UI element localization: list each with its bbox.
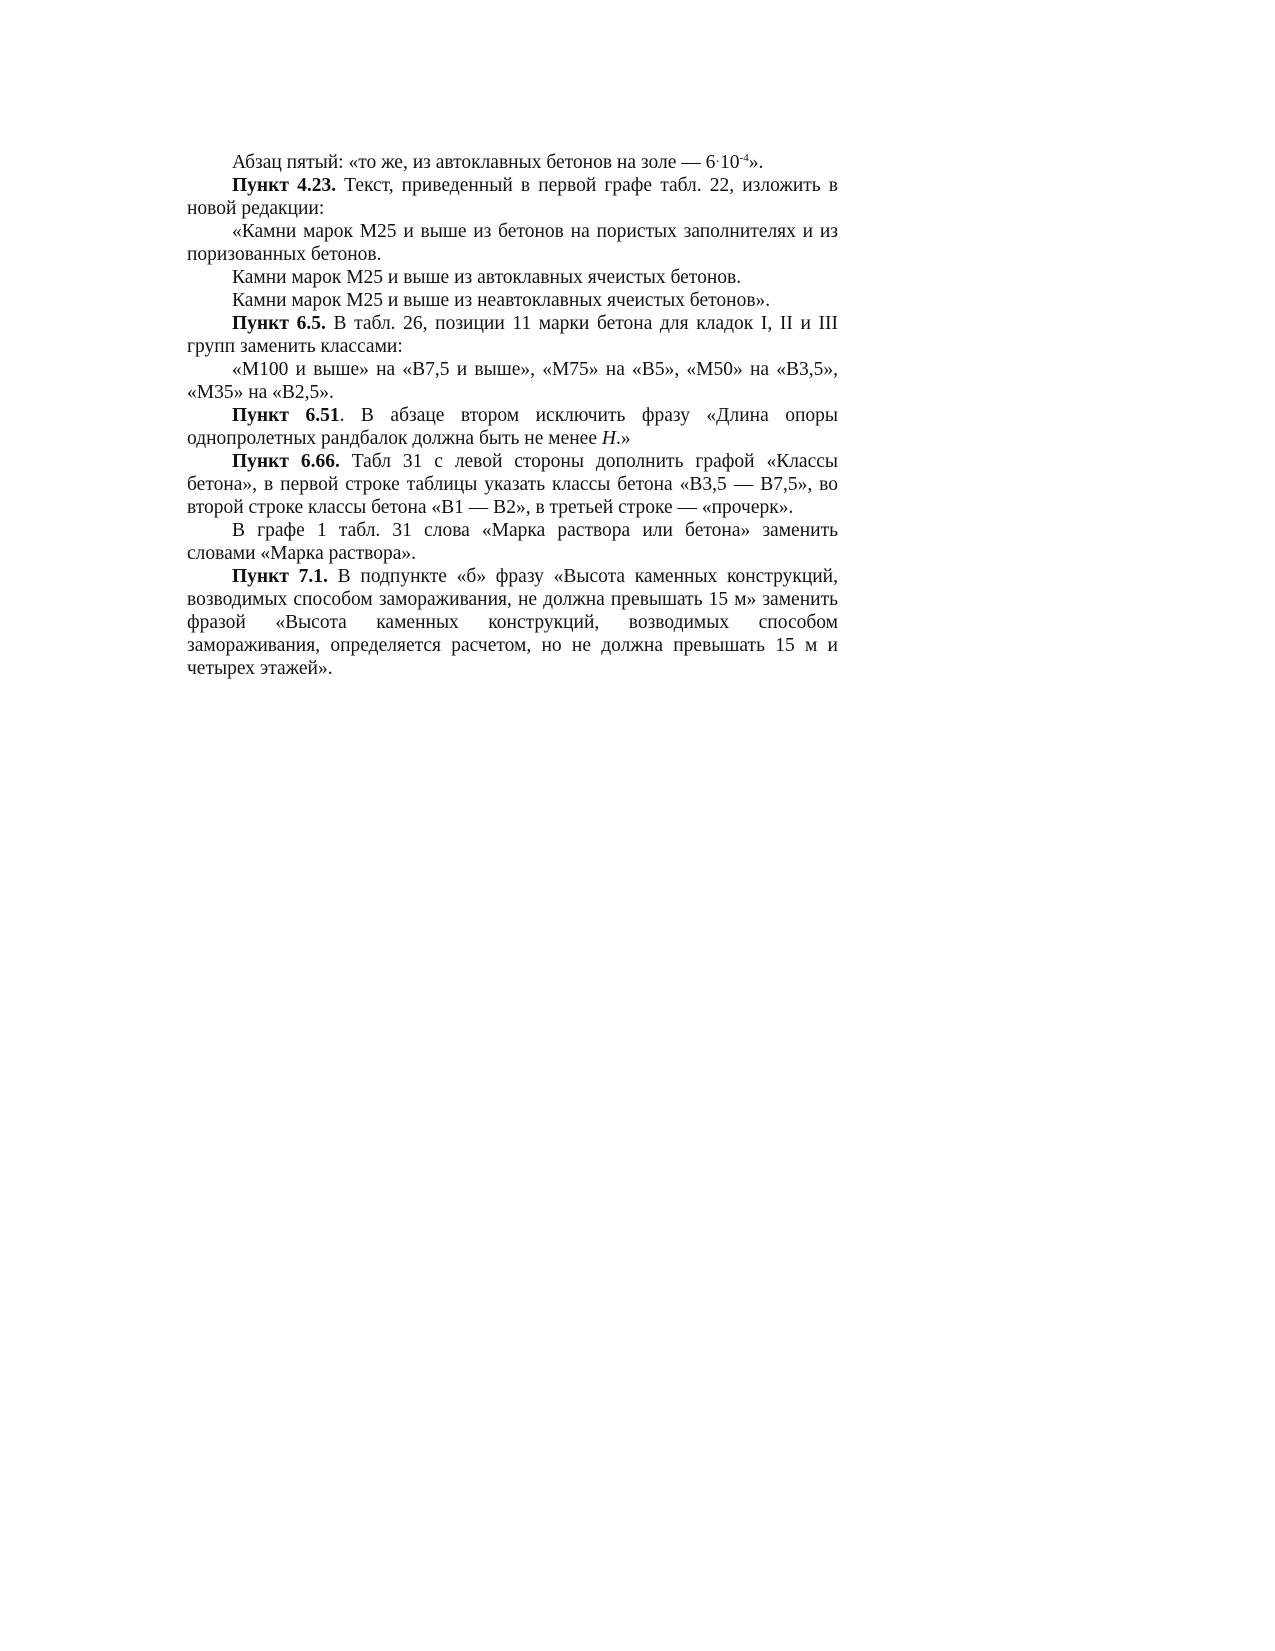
paragraph-text: . В абзаце втором исключить фразу «Длина опоры однопролетных рандбалок должна быть не менее xyxy=(187,405,838,449)
paragraph-text: Камни марок М25 и выше из автоклавных ячеистых бетонов. xyxy=(232,267,742,288)
clause-heading: Пункт 6.5. xyxy=(232,313,326,334)
paragraph-kamni-avtoklavnye xyxy=(187,266,838,289)
paragraph-text: Текст, приведенный в первой графе табл. 22, изложить в новой редакции: xyxy=(187,175,838,219)
paragraph-text: «Камни марок М25 и выше из бетонов на пористых заполнителях и из поризованных бетонов. xyxy=(187,221,838,265)
paragraph-text: В подпункте «б» фразу «Высота каменных конструкций, возводимых способом замораживания, не должна превышать 15 м» заменить фразой «Высота каменных конструкций, возводимых способом замораживания, определяется расчетом, но не должна превышать 15 м и четырех этажей». xyxy=(187,566,838,679)
paragraph-tail: .» xyxy=(615,428,631,449)
paragraph-text: Камни марок М25 и выше из неавтоклавных ячеистых бетонов». xyxy=(232,290,771,311)
paragraph-text: «М100 и выше» на «В7,5 и выше», «М75» на «В5», «М50» на «В3,5», «М35» на «В2,5». xyxy=(187,359,838,403)
paragraph-punkt-7-1 xyxy=(187,565,838,680)
multiplication-dot: · xyxy=(715,155,721,170)
paragraph-abzac-pyatyi xyxy=(187,151,838,174)
paragraph-text: Табл 31 с левой стороны дополнить графой «Классы бетона», в первой строке таблицы указать классы бетона «В3,5 — В7,5», во второй строке классы бетона «В1 — В2», в третьей строке — «прочерк». xyxy=(187,451,838,518)
paragraph-grafa-1 xyxy=(187,519,838,565)
clause-heading: Пункт 4.23. xyxy=(232,175,337,196)
power-base: 10 xyxy=(720,152,740,173)
power-exponent: -4 xyxy=(739,152,749,164)
paragraph-punkt-4-23 xyxy=(187,174,838,220)
paragraph-text: Абзац пятый: «то же, из автоклавных бетонов на золе — 6 xyxy=(232,152,716,173)
paragraph-text: В графе 1 табл. 31 слова «Марка раствора или бетона» заменить словами «Марка раствора». xyxy=(187,520,838,564)
paragraph-text: В табл. 26, позиции 11 марки бетона для кладок I, II и III групп заменить классами: xyxy=(187,313,839,357)
paragraph-kamni-poristye xyxy=(187,220,838,266)
clause-heading: Пункт 6.51 xyxy=(232,405,340,426)
clause-heading: Пункт 7.1. xyxy=(232,566,328,587)
paragraph-marki-klassy xyxy=(187,358,838,404)
paragraph-tail: ». xyxy=(748,152,764,173)
document-page xyxy=(187,151,838,680)
paragraph-punkt-6-5 xyxy=(187,312,838,358)
paragraph-punkt-6-66 xyxy=(187,450,838,519)
paragraph-punkt-6-51 xyxy=(187,404,838,450)
paragraph-kamni-neavtoklavnye xyxy=(187,289,838,312)
clause-heading: Пункт 6.66. xyxy=(232,451,340,472)
italic-symbol: Н xyxy=(601,428,616,449)
